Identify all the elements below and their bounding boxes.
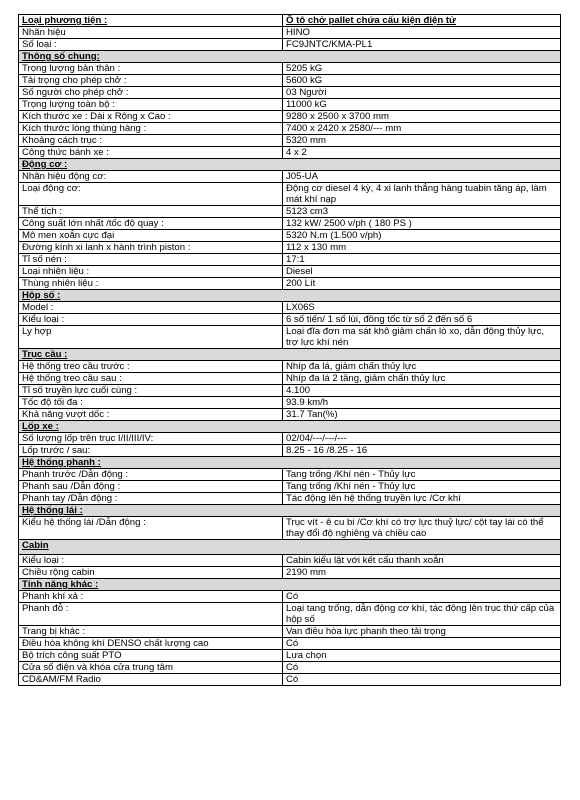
spec-value: Có [283, 591, 561, 603]
table-row [19, 638, 561, 650]
table-row [19, 230, 561, 242]
table-row [19, 99, 561, 111]
spec-label: Số lượng lốp trên trục I/II/III/IV: [19, 433, 283, 445]
table-row [19, 266, 561, 278]
table-row [19, 433, 561, 445]
spec-value: Lựa chọn [283, 650, 561, 662]
vehicle-type-label: Loại phương tiện : [19, 15, 283, 27]
spec-label: Công thức bánh xe : [19, 147, 283, 159]
table-row [19, 171, 561, 183]
table-row [19, 567, 561, 579]
section-header-row [19, 159, 561, 171]
spec-label: Công suất lớn nhất /tốc độ quay : [19, 218, 283, 230]
spec-value: Tác động lên hệ thống truyền lực /Cơ khí [283, 493, 561, 505]
spec-value: Có [283, 638, 561, 650]
table-row [19, 87, 561, 99]
table-row [19, 278, 561, 290]
spec-value: Trục vít - ê cu bi /Cơ khí có trợ lực thuỷ lực/ cột tay lái có thể thay đổi độ nghiêng và chiều cao [283, 517, 561, 540]
spec-label: Phanh tay /Dẫn động : [19, 493, 283, 505]
spec-label: Lốp trước / sau: [19, 445, 283, 457]
spec-value: 5123 cm3 [283, 206, 561, 218]
spec-value: 4.100 [283, 385, 561, 397]
section-title: Hệ thống lái : [19, 505, 561, 517]
section-header-row [19, 51, 561, 63]
spec-label: Thùng nhiên liệu : [19, 278, 283, 290]
section-title: Hệ thống phanh : [19, 457, 561, 469]
section-header-row [19, 540, 561, 555]
spec-value: 112 x 130 mm [283, 242, 561, 254]
table-row [19, 674, 561, 686]
spec-value: 5205 kG [283, 63, 561, 75]
spec-label: CD&AM/FM Radio [19, 674, 283, 686]
spec-label: Mô men xoắn cực đại [19, 230, 283, 242]
spec-label: Kích thước lòng thùng hàng : [19, 123, 283, 135]
spec-value: Diesel [283, 266, 561, 278]
spec-value: 5320 mm [283, 135, 561, 147]
section-title: Lốp xe : [19, 421, 561, 433]
vehicle-type-value: Ô tô chở pallet chứa cấu kiện điện tử [283, 15, 561, 27]
spec-value: 6 số tiến/ 1 số lùi, đồng tốc từ số 2 đến số 6 [283, 314, 561, 326]
spec-label: Hệ thống treo cầu trước : [19, 361, 283, 373]
table-row [19, 385, 561, 397]
table-row [19, 147, 561, 159]
spec-value: 7400 x 2420 x 2580/--- mm [283, 123, 561, 135]
section-header-row [19, 505, 561, 517]
spec-value: 11000 kG [283, 99, 561, 111]
spec-value: Tang trống /Khí nén - Thủy lực [283, 469, 561, 481]
spec-value: FC9JNTC/KMA-PL1 [283, 39, 561, 51]
section-header-row [19, 579, 561, 591]
spec-value: 9280 x 2500 x 3700 mm [283, 111, 561, 123]
table-row [19, 218, 561, 230]
spec-value: Có [283, 674, 561, 686]
section-title: Trục cầu : [19, 349, 561, 361]
table-row [19, 662, 561, 674]
table-row [19, 493, 561, 505]
section-title: Hộp số : [19, 290, 561, 302]
spec-label: Kiểu loại : [19, 555, 283, 567]
spec-table-body [19, 15, 561, 686]
spec-value: Động cơ diesel 4 kỳ, 4 xi lanh thẳng hàng tuabin tăng áp, làm mát khí nạp [283, 183, 561, 206]
spec-value: 31.7 Tan(%) [283, 409, 561, 421]
spec-value: Loại đĩa đơn ma sát khô giảm chấn lò xo, dẫn động thủy lực, trợ lực khí nén [283, 326, 561, 349]
table-row [19, 314, 561, 326]
table-row [19, 361, 561, 373]
spec-label: Thể tích : [19, 206, 283, 218]
spec-label: Phanh khí xả : [19, 591, 283, 603]
spec-value: Loại tang trống, dẫn động cơ khí, tác động lên trục thứ cấp của hộp số [283, 603, 561, 626]
spec-value: 02/04/---/---/--- [283, 433, 561, 445]
spec-label: Cửa sổ điện và khóa cửa trung tâm [19, 662, 283, 674]
spec-label: Khả năng vượt dốc : [19, 409, 283, 421]
spec-label: Trọng lượng toàn bộ : [19, 99, 283, 111]
table-row [19, 75, 561, 87]
table-row [19, 39, 561, 51]
spec-label: Số người cho phép chở : [19, 87, 283, 99]
spec-table [18, 14, 561, 686]
section-title: Thông số chung: [19, 51, 561, 63]
table-row [19, 626, 561, 638]
spec-label: Tỉ số nén : [19, 254, 283, 266]
section-title: Động cơ : [19, 159, 561, 171]
spec-value: Cabin kiểu lật với kết cấu thanh xoắn [283, 555, 561, 567]
table-row [19, 326, 561, 349]
spec-label: Tỉ số truyền lực cuối cùng : [19, 385, 283, 397]
spec-label: Bộ trích công suất PTO [19, 650, 283, 662]
spec-label: Kiểu hệ thống lái /Dẫn động : [19, 517, 283, 540]
spec-label: Hệ thống treo cầu sau : [19, 373, 283, 385]
section-header-row [19, 457, 561, 469]
spec-label: Kiểu loại : [19, 314, 283, 326]
spec-label: Tải trọng cho phép chở : [19, 75, 283, 87]
table-row [19, 135, 561, 147]
table-row [19, 373, 561, 385]
table-row [19, 242, 561, 254]
section-title: Tính năng khác : [19, 579, 561, 591]
table-row [19, 63, 561, 75]
spec-label: Phanh sau /Dẫn động : [19, 481, 283, 493]
table-row [19, 469, 561, 481]
spec-value: 93.9 km/h [283, 397, 561, 409]
spec-label: Loại động cơ: [19, 183, 283, 206]
table-row [19, 206, 561, 218]
table-row [19, 481, 561, 493]
spec-value: Van điều hòa lực phanh theo tải trọng [283, 626, 561, 638]
table-row [19, 254, 561, 266]
spec-label: Ly hợp [19, 326, 283, 349]
spec-value: Nhíp đa lá, giảm chấn thủy lực [283, 361, 561, 373]
spec-label: Model : [19, 302, 283, 314]
table-row [19, 409, 561, 421]
table-row [19, 517, 561, 540]
section-header-row [19, 290, 561, 302]
spec-value: 132 kW/ 2500 v/ph ( 180 PS ) [283, 218, 561, 230]
spec-value: Nhíp đa lá 2 tầng, giảm chấn thủy lực [283, 373, 561, 385]
spec-label: Chiều rộng cabin [19, 567, 283, 579]
table-header-row [19, 15, 561, 27]
spec-value: Có [283, 662, 561, 674]
table-row [19, 183, 561, 206]
spec-value: 17:1 [283, 254, 561, 266]
spec-label: Kích thước xe : Dài x Rộng x Cao : [19, 111, 283, 123]
table-row [19, 397, 561, 409]
spec-value: Tang trống /Khí nén - Thủy lực [283, 481, 561, 493]
table-row [19, 650, 561, 662]
spec-label: Số loại : [19, 39, 283, 51]
section-header-row [19, 421, 561, 433]
spec-value: 5600 kG [283, 75, 561, 87]
spec-label: Loại nhiên liệu : [19, 266, 283, 278]
spec-value: 03 Người [283, 87, 561, 99]
spec-value: J05-UA [283, 171, 561, 183]
section-header-row [19, 349, 561, 361]
spec-label: Trang bị khác : [19, 626, 283, 638]
spec-label: Khoảng cách trục : [19, 135, 283, 147]
section-title: Cabin [19, 540, 561, 555]
spec-label: Trọng lượng bản thân : [19, 63, 283, 75]
spec-label: Nhãn hiệu động cơ: [19, 171, 283, 183]
spec-label: Điều hòa không khí DENSO chất lượng cao [19, 638, 283, 650]
table-row [19, 302, 561, 314]
spec-label: Phanh đỗ : [19, 603, 283, 626]
spec-value: 200 Lít [283, 278, 561, 290]
spec-label: Tốc độ tối đa : [19, 397, 283, 409]
table-row [19, 123, 561, 135]
spec-label: Phanh trước /Dẫn động : [19, 469, 283, 481]
table-row [19, 603, 561, 626]
spec-value: HINO [283, 27, 561, 39]
spec-value: LX06S [283, 302, 561, 314]
spec-label: Đường kính xi lanh x hành trình piston : [19, 242, 283, 254]
table-row [19, 555, 561, 567]
spec-value: 8.25 - 16 /8.25 - 16 [283, 445, 561, 457]
spec-value: 4 x 2 [283, 147, 561, 159]
spec-value: 5320 N.m (1.500 v/ph) [283, 230, 561, 242]
spec-label: Nhãn hiệu [19, 27, 283, 39]
table-row [19, 27, 561, 39]
table-row [19, 591, 561, 603]
table-row [19, 445, 561, 457]
table-row [19, 111, 561, 123]
spec-value: 2190 mm [283, 567, 561, 579]
